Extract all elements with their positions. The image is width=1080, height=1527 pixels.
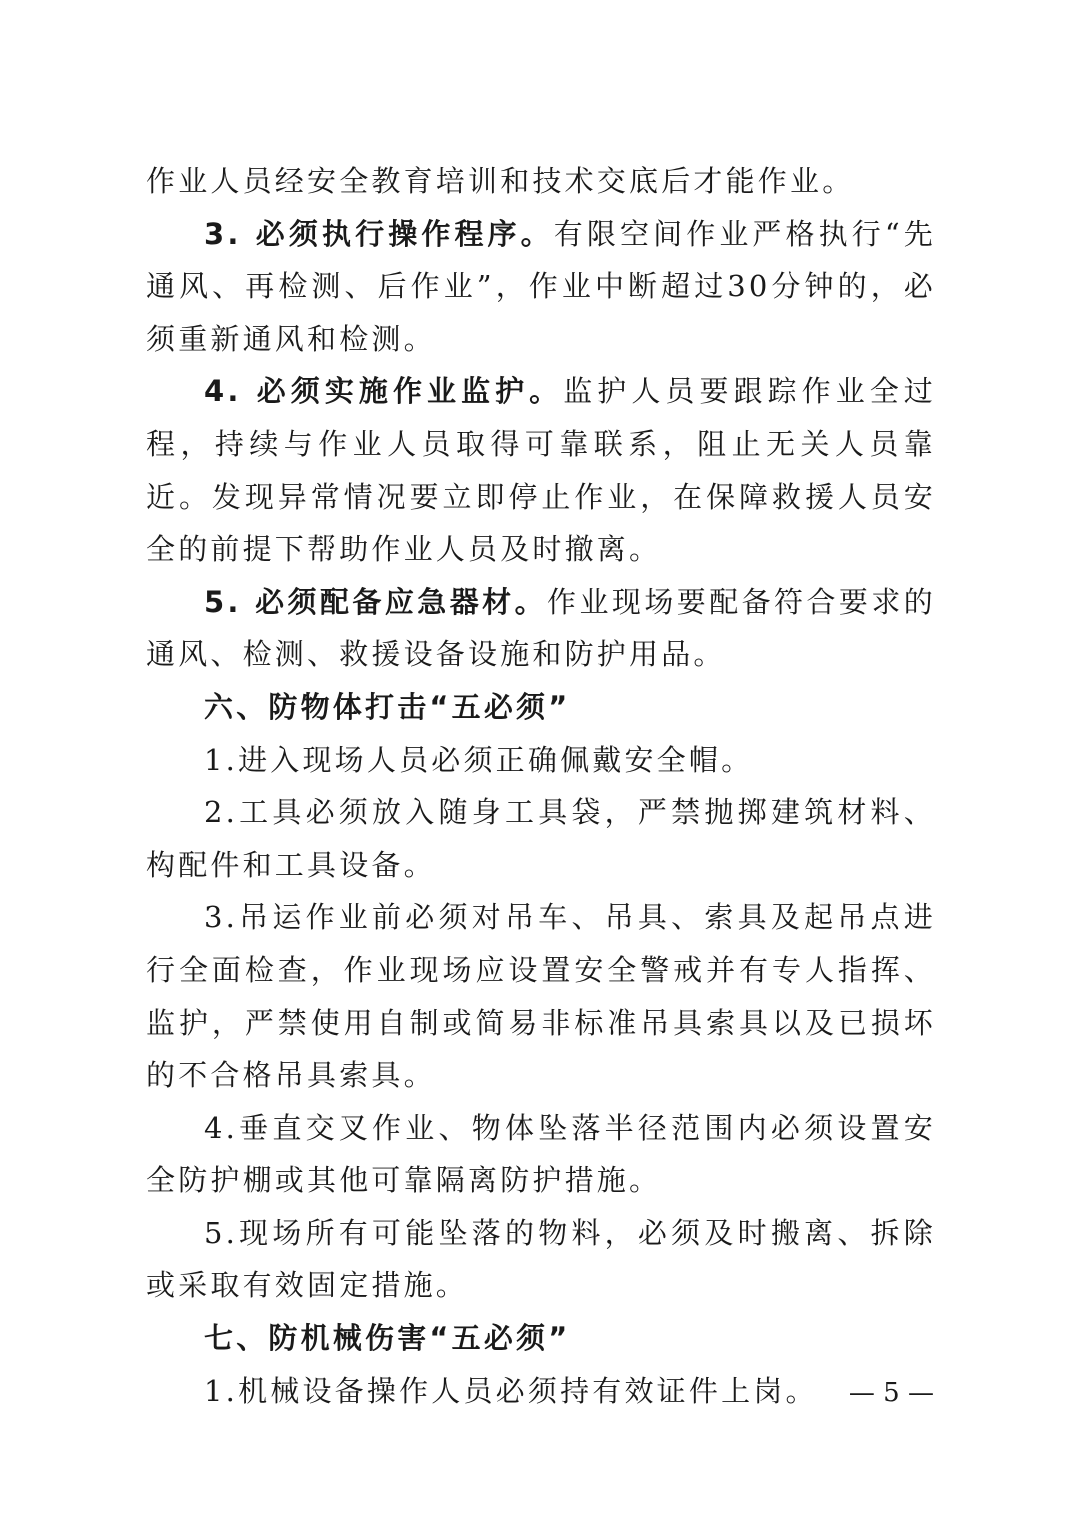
paragraph-section6-item-1	[146, 734, 936, 787]
paragraph-item-3-operation-procedure	[146, 208, 936, 366]
paragraph-text: 3.吊运作业前必须对吊车、吊具、索具及起吊点进行全面检查，作业现场应设置安全警戒并有专人指挥、监护，严禁使用自制或简易非标准吊具索具以及已损坏的不合格吊具索具。	[146, 900, 936, 1093]
paragraph-text: 1.机械设备操作人员必须持有效证件上岗。	[204, 1373, 818, 1408]
section-heading-6	[146, 681, 936, 734]
paragraph-text: 5.现场所有可能坠落的物料，必须及时搬离、拆除或采取有效固定措施。	[146, 1215, 936, 1303]
section-heading-text: 六、防物体打击“五必须”	[204, 689, 571, 724]
paragraph-lead: 3. 必须执行操作程序。	[204, 216, 554, 251]
paragraph-section6-item-2	[146, 786, 936, 891]
paragraph-continuation	[146, 155, 936, 208]
paragraph-text: 有限空间作业严格执行“先通风、再检测、后作业”，作业中断超过30分钟的，必须重新通风和检测。	[146, 216, 936, 356]
paragraph-section6-item-4	[146, 1102, 936, 1207]
paragraph-item-5-emergency-equipment	[146, 576, 936, 681]
paragraph-text: 2.工具必须放入随身工具袋，严禁抛掷建筑材料、构配件和工具设备。	[146, 795, 936, 882]
paragraph-text: 1.进入现场人员必须正确佩戴安全帽。	[204, 742, 754, 777]
paragraph-text: 4.垂直交叉作业、物体坠落半径范围内必须设置安全防护棚或其他可靠隔离防护措施。	[146, 1110, 936, 1198]
paragraph-section6-item-5	[146, 1207, 936, 1312]
section-heading-7	[146, 1312, 936, 1365]
paragraph-lead: 5. 必须配备应急器材。	[204, 584, 548, 619]
paragraph-item-4-supervision	[146, 365, 936, 575]
paragraph-section7-item-1	[146, 1365, 936, 1418]
paragraph-text: 作业现场要配备符合要求的通风、检测、救援设备设施和防护用品。	[146, 584, 936, 672]
paragraph-section6-item-3	[146, 891, 936, 1101]
paragraph-text: 作业人员经安全教育培训和技术交底后才能作业。	[146, 164, 855, 198]
document-body	[146, 155, 936, 1417]
section-heading-text: 七、防机械伤害“五必须”	[204, 1321, 571, 1356]
page-number: — 5 —	[848, 1378, 934, 1408]
paragraph-lead: 4. 必须实施作业监护。	[204, 374, 564, 409]
paragraph-text: 监护人员要跟踪作业全过程，持续与作业人员取得可靠联系，阻止无关人员靠近。发现异常情况要立即停止作业，在保障救援人员安全的前提下帮助作业人员及时撤离。	[146, 374, 936, 567]
